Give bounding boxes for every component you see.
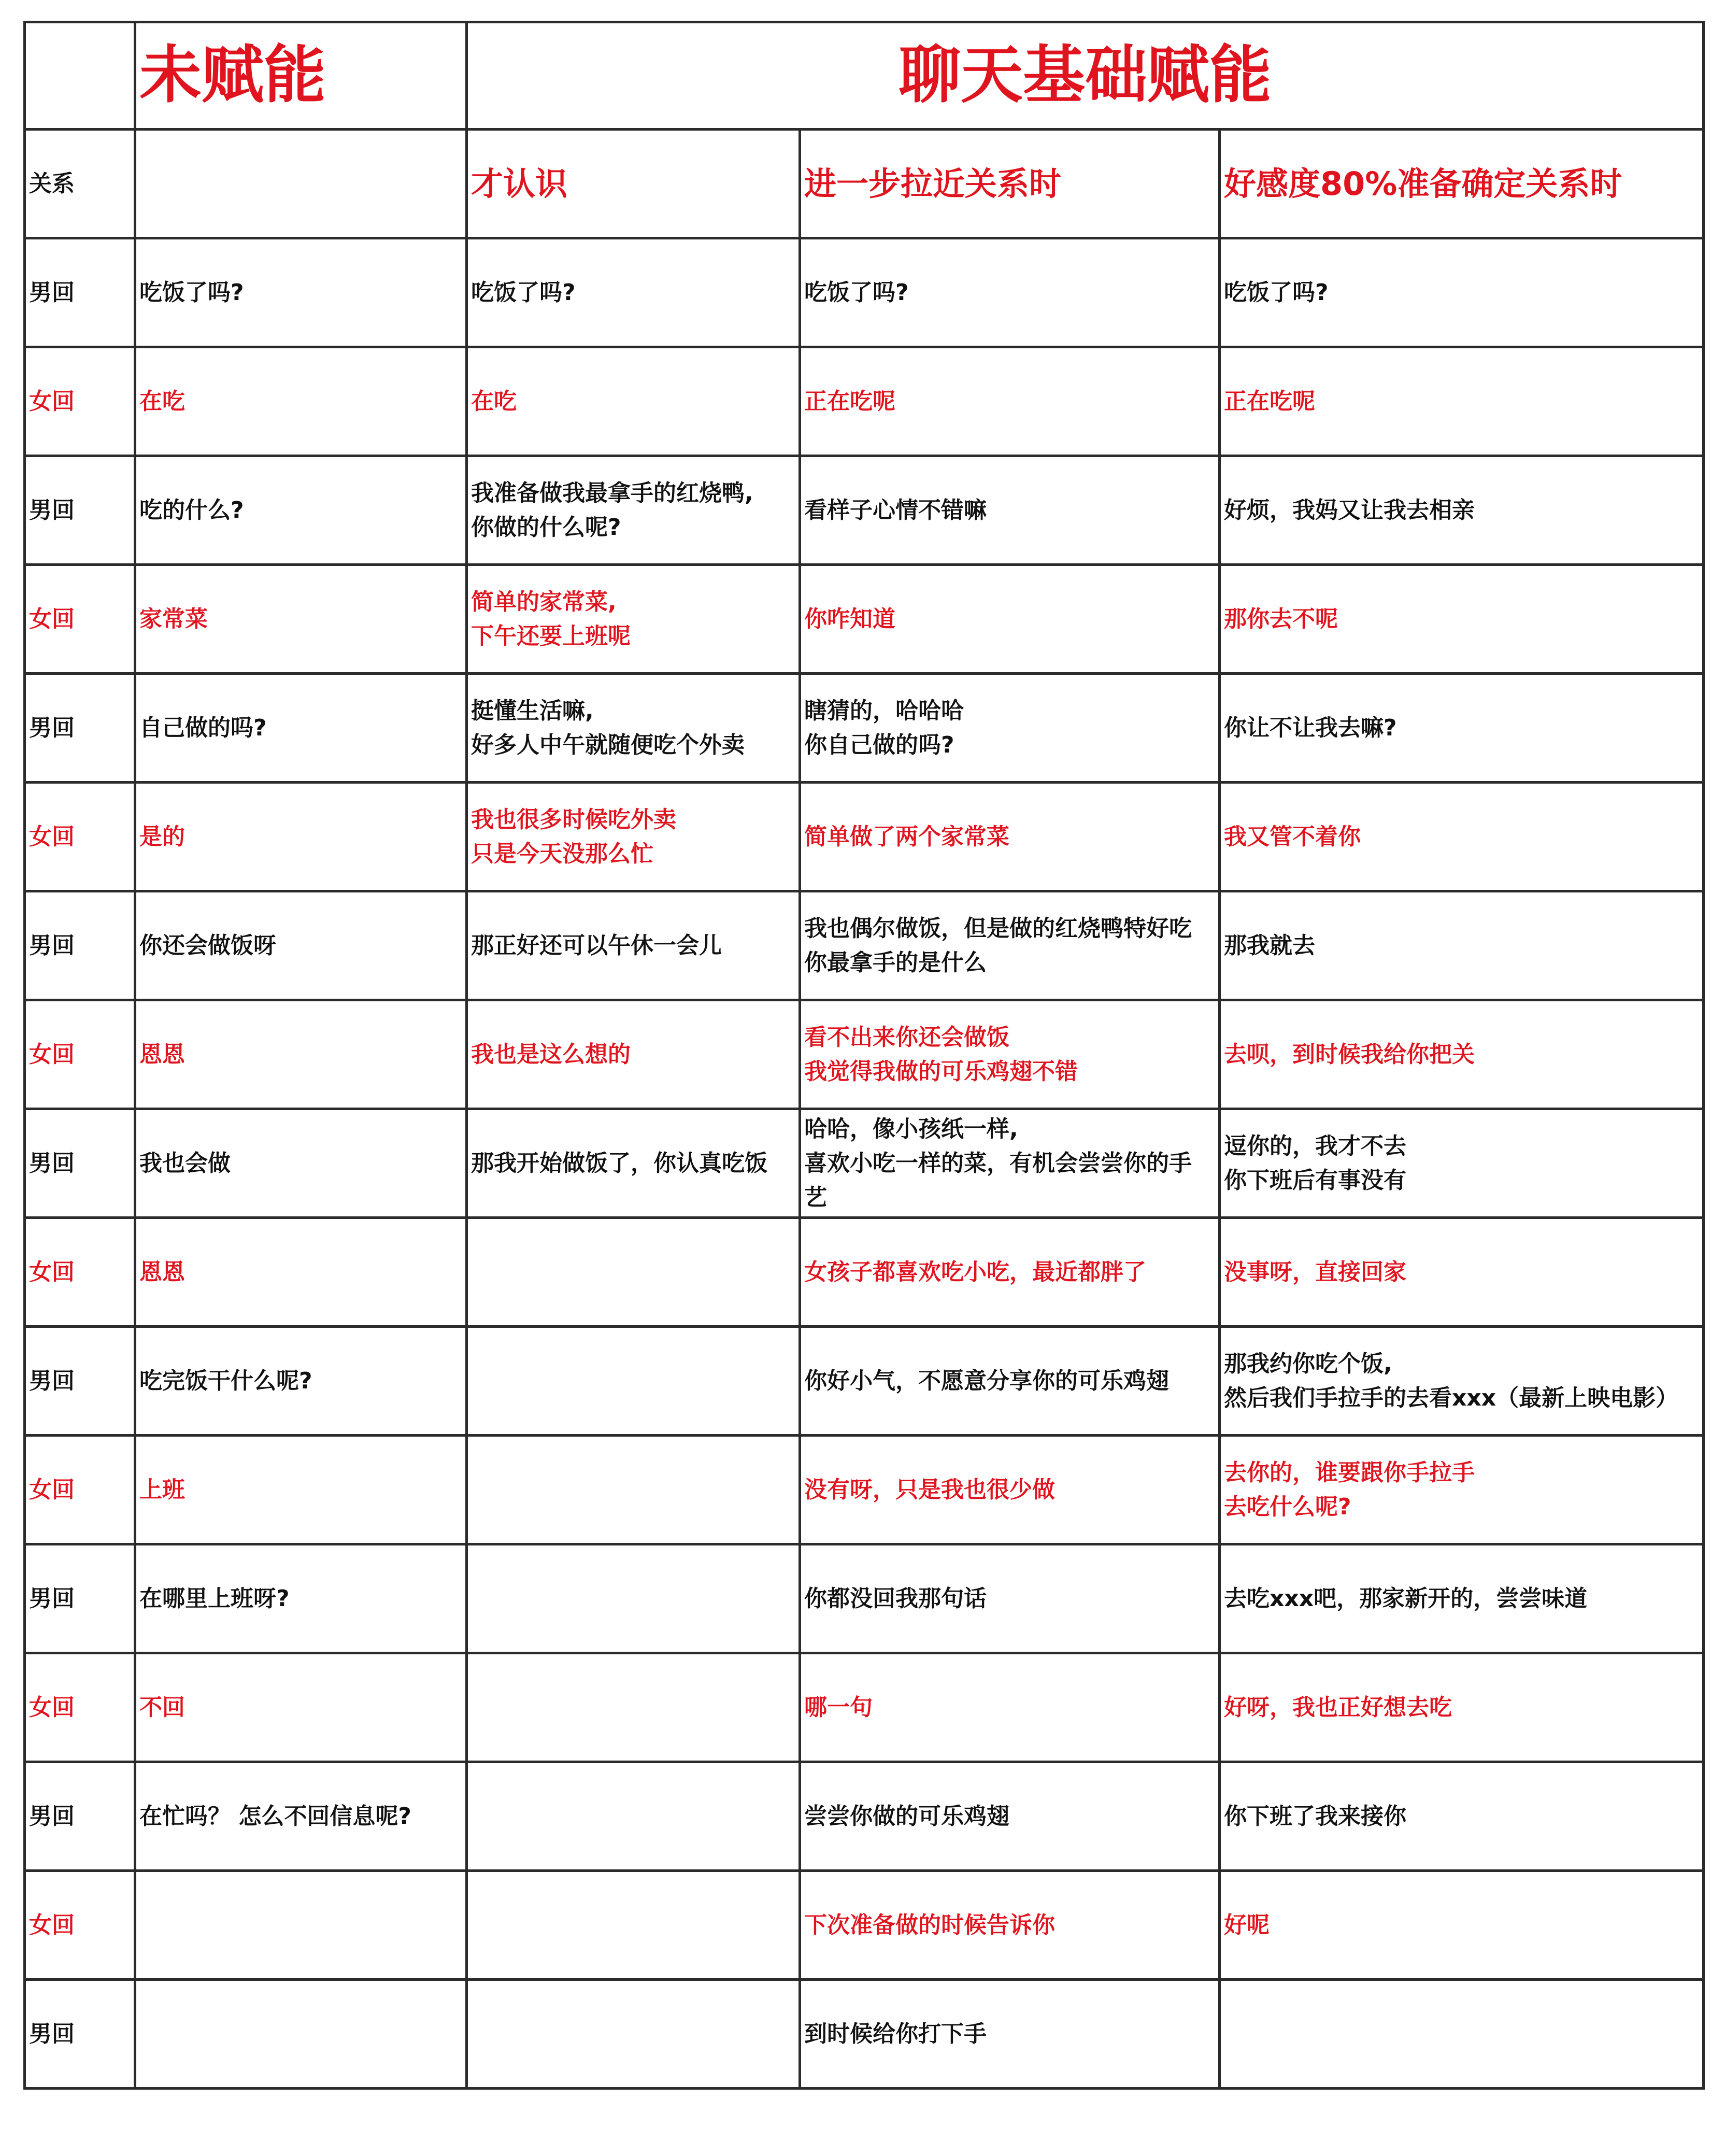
- dialogue-cell-c2: [467, 238, 800, 347]
- cell-text: 恩恩: [139, 1041, 185, 1068]
- cell-text: 吃完饭干什么呢?: [139, 1367, 312, 1394]
- cell-text: 自己做的吗?: [139, 714, 267, 741]
- speaker-label: [25, 1218, 135, 1327]
- dialogue-cell-c2: [467, 1871, 800, 1980]
- dialogue-cell-c4: [1220, 1980, 1704, 2089]
- cell-text: 正在吃呢: [1224, 388, 1315, 415]
- dialogue-cell-c2: [467, 1762, 800, 1871]
- cell-text: 那我开始做饭了，你认真吃饭: [471, 1150, 767, 1176]
- speaker-label: [25, 238, 135, 347]
- cell-text: 看不出来你还会做饭 我觉得我做的可乐鸡翅不错: [804, 1024, 1078, 1085]
- cell-text: 在吃: [139, 388, 185, 415]
- cell-text: 上班: [139, 1476, 185, 1503]
- speaker-label: [25, 1109, 135, 1218]
- cell-text: 吃饭了吗?: [1224, 279, 1329, 306]
- dialogue-cell-c2: [467, 456, 800, 565]
- cell-text: 我也偶尔做饭，但是做的红烧鸭特好吃 你最拿手的是什么: [804, 915, 1192, 976]
- dialogue-cell-c2: [467, 565, 800, 674]
- cell-text: 你还会做饭呀: [139, 932, 276, 959]
- cell-text: 你下班了我来接你: [1224, 1803, 1406, 1829]
- speaker-label: [25, 1653, 135, 1762]
- cell-text: 吃饭了吗?: [804, 279, 909, 306]
- dialogue-cell-c3: [800, 1109, 1220, 1218]
- dialogue-cell-c3: [800, 1871, 1220, 1980]
- cell-text: 哈哈，像小孩纸一样, 喜欢小吃一样的菜，有机会尝尝你的手 艺: [804, 1115, 1192, 1211]
- table-row: [25, 891, 1704, 1000]
- cell-text: 是的: [139, 823, 185, 850]
- table-row: [25, 1762, 1704, 1871]
- dialogue-cell-c1: [135, 1327, 467, 1436]
- cell-text: 恩恩: [139, 1258, 185, 1285]
- dialogue-cell-c3: [800, 1327, 1220, 1436]
- table-row: [25, 1544, 1704, 1653]
- dialogue-cell-c4: [1220, 1762, 1704, 1871]
- stage-just-met: 才认识: [467, 130, 800, 238]
- speaker-label: [25, 1871, 135, 1980]
- dialogue-cell-c3: [800, 456, 1220, 565]
- corner-cell: [25, 22, 135, 130]
- table-row: [25, 238, 1704, 347]
- dialogue-cell-c1: [135, 1436, 467, 1544]
- table-row: [25, 1327, 1704, 1436]
- dialogue-cell-c1: [135, 783, 467, 891]
- table-row: [25, 1871, 1704, 1980]
- cell-text: 吃饭了吗?: [139, 279, 244, 306]
- cell-text: 我也会做: [139, 1150, 231, 1176]
- cell-text: 男回: [29, 2020, 75, 2047]
- dialogue-cell-c2: [467, 674, 800, 783]
- cell-text: 在吃: [471, 388, 517, 415]
- chat-comparison-sheet: [23, 21, 1705, 2090]
- cell-text: 那我就去: [1224, 932, 1315, 959]
- cell-text: 男回: [29, 1150, 75, 1176]
- dialogue-cell-c4: [1220, 1109, 1704, 1218]
- cell-text: 女孩子都喜欢吃小吃，最近都胖了: [804, 1258, 1146, 1285]
- dialogue-cell-c2: [467, 1436, 800, 1544]
- cell-text: 简单做了两个家常菜: [804, 823, 1009, 850]
- dialogue-cell-c4: [1220, 1653, 1704, 1762]
- dialogue-cell-c4: [1220, 783, 1704, 891]
- dialogue-cell-c3: [800, 1218, 1220, 1327]
- dialogue-cell-c2: [467, 1544, 800, 1653]
- cell-text: 没事呀，直接回家: [1224, 1258, 1406, 1285]
- dialogue-cell-c4: [1220, 238, 1704, 347]
- table-row: [25, 1980, 1704, 2089]
- cell-text: 正在吃呢: [804, 388, 895, 415]
- cell-text: 没有呀，只是我也很少做: [804, 1476, 1055, 1503]
- relation-label: 关系: [25, 130, 135, 238]
- dialogue-cell-c2: [467, 891, 800, 1000]
- cell-text: 那你去不呢: [1224, 605, 1338, 632]
- speaker-label: [25, 1980, 135, 2089]
- cell-text: 女回: [29, 388, 75, 415]
- dialogue-cell-c1: [135, 1544, 467, 1653]
- speaker-label: [25, 456, 135, 565]
- table-row: [25, 347, 1704, 456]
- cell-text: 看样子心情不错嘛: [804, 497, 987, 523]
- dialogue-cell-c4: [1220, 674, 1704, 783]
- dialogue-cell-c1: [135, 565, 467, 674]
- trained-heading: 聊天基础赋能: [467, 22, 1704, 130]
- cell-text: 女回: [29, 1476, 75, 1503]
- speaker-label: [25, 891, 135, 1000]
- table-row: [25, 1109, 1704, 1218]
- dialogue-cell-c3: [800, 1436, 1220, 1544]
- dialogue-cell-c2: [467, 1109, 800, 1218]
- dialogue-cell-c1: [135, 1218, 467, 1327]
- dialogue-cell-c3: [800, 1762, 1220, 1871]
- dialogue-cell-c2: [467, 1327, 800, 1436]
- dialogue-cell-c3: [800, 891, 1220, 1000]
- table-row: [25, 1653, 1704, 1762]
- dialogue-cell-c4: [1220, 1871, 1704, 1980]
- table-row: [25, 1436, 1704, 1544]
- dialogue-cell-c1: [135, 1980, 467, 2089]
- stage-header-row: [25, 130, 1704, 238]
- dialogue-cell-c4: [1220, 347, 1704, 456]
- cell-text: 男回: [29, 279, 75, 306]
- dialogue-cell-c4: [1220, 1218, 1704, 1327]
- dialogue-cell-c1: [135, 238, 467, 347]
- table-row: [25, 565, 1704, 674]
- cell-text: 家常菜: [139, 605, 208, 632]
- cell-text: 在忙吗？ 怎么不回信息呢?: [139, 1803, 411, 1829]
- speaker-label: [25, 1000, 135, 1109]
- cell-text: 去你的，谁要跟你手拉手 去吃什么呢?: [1224, 1459, 1475, 1520]
- speaker-label: [25, 1436, 135, 1544]
- dialogue-cell-c1: [135, 347, 467, 456]
- dialogue-cell-c4: [1220, 1000, 1704, 1109]
- cell-text: 男回: [29, 714, 75, 741]
- dialogue-cell-c2: [467, 1653, 800, 1762]
- dialogue-cell-c3: [800, 347, 1220, 456]
- cell-text: 你都没回我那句话: [804, 1585, 987, 1612]
- cell-text: 吃饭了吗?: [471, 279, 576, 306]
- cell-text: 那正好还可以午休一会儿: [471, 932, 722, 959]
- dialogue-cell-c3: [800, 1653, 1220, 1762]
- dialogue-cell-c3: [800, 1000, 1220, 1109]
- cell-text: 女回: [29, 1694, 75, 1721]
- cell-text: 逗你的，我才不去 你下班后有事没有: [1224, 1132, 1406, 1194]
- dialogue-cell-c1: [135, 1109, 467, 1218]
- dialogue-cell-c1: [135, 1653, 467, 1762]
- dialogue-cell-c3: [800, 1980, 1220, 2089]
- cell-text: 男回: [29, 1585, 75, 1612]
- cell-text: 男回: [29, 497, 75, 523]
- cell-text: 女回: [29, 1041, 75, 1068]
- dialogue-cell-c1: [135, 1000, 467, 1109]
- dialogue-cell-c2: [467, 1980, 800, 2089]
- dialogue-cell-c1: [135, 1871, 467, 1980]
- untrained-stage-blank: [135, 130, 467, 238]
- dialogue-cell-c4: [1220, 891, 1704, 1000]
- stage-confirming: 好感度80%准备确定关系时: [1220, 130, 1704, 238]
- cell-text: 我也很多时候吃外卖 只是今天没那么忙: [471, 806, 676, 867]
- cell-text: 去呗，到时候我给你把关: [1224, 1041, 1475, 1068]
- table-row: [25, 456, 1704, 565]
- untrained-heading: 未赋能: [135, 22, 467, 130]
- table-row: [25, 1000, 1704, 1109]
- cell-text: 女回: [29, 1911, 75, 1938]
- cell-text: 瞎猜的，哈哈哈 你自己做的吗?: [804, 697, 964, 758]
- dialogue-cell-c3: [800, 565, 1220, 674]
- dialogue-cell-c1: [135, 456, 467, 565]
- table-row: [25, 1218, 1704, 1327]
- dialogue-cell-c3: [800, 674, 1220, 783]
- dialogue-cell-c4: [1220, 1327, 1704, 1436]
- speaker-label: [25, 1544, 135, 1653]
- cell-text: 好呀，我也正好想去吃: [1224, 1694, 1452, 1721]
- title-row: [25, 22, 1704, 130]
- speaker-label: [25, 1762, 135, 1871]
- cell-text: 男回: [29, 932, 75, 959]
- cell-text: 女回: [29, 605, 75, 632]
- cell-text: 女回: [29, 1258, 75, 1285]
- dialogue-cell-c1: [135, 1762, 467, 1871]
- dialogue-cell-c4: [1220, 456, 1704, 565]
- chat-comparison-table: [23, 21, 1705, 2090]
- cell-text: 男回: [29, 1803, 75, 1829]
- speaker-label: [25, 1327, 135, 1436]
- dialogue-cell-c2: [467, 783, 800, 891]
- dialogue-cell-c2: [467, 1000, 800, 1109]
- cell-text: 好烦，我妈又让我去相亲: [1224, 497, 1475, 523]
- dialogue-cell-c1: [135, 674, 467, 783]
- dialogue-cell-c4: [1220, 1544, 1704, 1653]
- dialogue-cell-c2: [467, 347, 800, 456]
- cell-text: 你咋知道: [804, 605, 895, 632]
- dialogue-cell-c1: [135, 891, 467, 1000]
- cell-text: 吃的什么?: [139, 497, 244, 523]
- table-row: [25, 783, 1704, 891]
- cell-text: 我又管不着你: [1224, 823, 1361, 850]
- cell-text: 你好小气，不愿意分享你的可乐鸡翅: [804, 1367, 1169, 1394]
- dialogue-cell-c3: [800, 783, 1220, 891]
- dialogue-cell-c3: [800, 238, 1220, 347]
- cell-text: 去吃xxx吧，那家新开的，尝尝味道: [1224, 1585, 1588, 1612]
- dialogue-cell-c3: [800, 1544, 1220, 1653]
- cell-text: 男回: [29, 1367, 75, 1394]
- cell-text: 你让不让我去嘛?: [1224, 714, 1397, 741]
- cell-text: 不回: [139, 1694, 185, 1721]
- dialogue-cell-c2: [467, 1218, 800, 1327]
- cell-text: 简单的家常菜, 下午还要上班呢: [471, 588, 631, 649]
- cell-text: 女回: [29, 823, 75, 850]
- cell-text: 哪一句: [804, 1694, 873, 1721]
- cell-text: 在哪里上班呀?: [139, 1585, 290, 1612]
- cell-text: 我也是这么想的: [471, 1041, 631, 1068]
- cell-text: 到时候给你打下手: [804, 2020, 987, 2047]
- cell-text: 那我约你吃个饭, 然后我们手拉手的去看xxx（最新上映电影）: [1224, 1350, 1679, 1411]
- speaker-label: [25, 674, 135, 783]
- speaker-label: [25, 565, 135, 674]
- speaker-label: [25, 347, 135, 456]
- cell-text: 下次准备做的时候告诉你: [804, 1911, 1055, 1938]
- stage-getting-closer: 进一步拉近关系时: [800, 130, 1220, 238]
- cell-text: 好呢: [1224, 1911, 1270, 1938]
- speaker-label: [25, 783, 135, 891]
- cell-text: 挺懂生活嘛, 好多人中午就随便吃个外卖: [471, 697, 745, 758]
- dialogue-cell-c4: [1220, 1436, 1704, 1544]
- cell-text: 尝尝你做的可乐鸡翅: [804, 1803, 1009, 1829]
- table-row: [25, 674, 1704, 783]
- cell-text: 我准备做我最拿手的红烧鸭, 你做的什么呢?: [471, 479, 753, 541]
- dialogue-cell-c4: [1220, 565, 1704, 674]
